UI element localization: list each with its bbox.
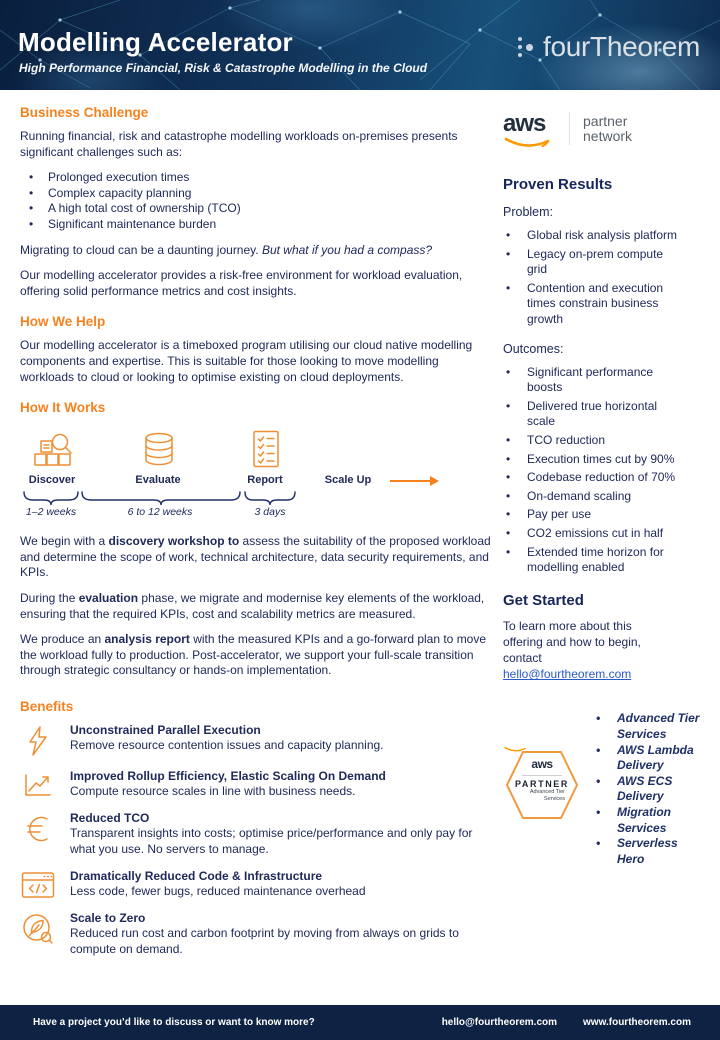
list-item: • Global risk analysis platform [503,228,683,244]
lightning-icon [20,723,56,757]
aws-partner-badge-icon [503,746,581,824]
leaf-circle-icon [20,911,56,957]
duration-report: 3 days [254,506,286,519]
database-icon [138,430,180,468]
problem-list [503,228,703,328]
brace-discover [23,490,79,507]
business-challenge-intro: Running financial, risk and catastrophe modelling workloads on-premises presents significant challenges such as: [20,129,458,159]
text-segment-bold: analysis report [104,632,190,647]
list-item: • Pay per use [503,507,683,523]
badge-credentials-list [593,711,703,867]
benefits-heading: Benefits [20,698,74,714]
text-segment-bold: evaluation [78,590,139,605]
outcomes-label: Outcomes: [503,341,564,356]
list-item: • On-demand scaling [503,489,683,505]
badge-tier-line2: Services [543,796,565,803]
get-started-body: To learn more about this offering and how to begin, contact [503,618,641,666]
benefit-item [20,869,494,899]
text-segment: phase, we migrate and modernise key elements of the workload, ensuring that the required KPIs, cost and scalability metrics are measured. [20,590,485,621]
accelerator-paragraph: Our modelling accelerator provides a risk-free environment for workload evaluation, offering solid performance metrics and cost insights. [20,268,463,298]
boxes-magnifier-icon [32,430,74,468]
page-subtitle: High Performance Financial, Risk & Catastrophe Modelling in the Cloud [19,61,428,75]
list-item: • TCO reduction [503,433,683,449]
text-segment: During the [20,590,79,605]
badge-tier-line1: Advanced Tier [529,788,565,795]
migrating-paragraph [20,243,494,259]
benefit-title: Dramatically Reduced Code & Infrastructure [70,868,323,883]
outcomes-list [503,365,703,576]
benefit-item [20,723,494,757]
badge-smile-icon [503,746,527,753]
page-header [0,0,720,90]
network-word: network [583,128,633,145]
checklist-icon [245,430,287,468]
proven-results-heading: Proven Results [503,176,613,193]
badge-aws-text: aws [531,756,553,771]
benefit-desc: Transparent insights into costs; optimise price/performance and only pay for what you use. No servers to manage. [70,826,473,856]
footer-question: Have a project you’d like to discuss or want to know more? [33,1017,315,1028]
list-item: • AWS ECS Delivery [593,774,703,805]
problem-label: Problem: [503,205,554,219]
stage-label-scale-up: Scale Up [324,474,372,487]
business-challenge-list [20,170,494,232]
partner-network-text [569,112,632,145]
benefit-item [20,911,494,957]
benefit-desc: Remove resource contention issues and capacity planning. [70,737,384,752]
how-we-help-heading: How We Help [20,314,106,330]
get-started-text [503,618,673,683]
arrow-right-icon [388,474,440,488]
get-started-heading: Get Started [503,591,584,609]
brace-report [244,490,296,507]
migrating-normal: Migrating to cloud can be a daunting journey. [20,242,262,257]
benefit-title: Improved Rollup Efficiency, Elastic Scaling On Demand [70,768,386,783]
aws-partner-badge-block [503,702,703,867]
benefit-item [20,811,494,857]
list-item: • Legacy on-prem compute grid [503,247,683,278]
aws-partner-network-logo [503,112,703,150]
list-item: • Execution times cut by 90% [503,452,683,468]
text-segment: with the measured KPIs and a go-forward plan to move the workload fully to production. Post-accelerator, we support your full-scale transition through strategic consultancy or hands-on implementation. [20,632,487,678]
list-item: • Prolonged execution times [20,170,494,186]
list-item: • Complex capacity planning [20,186,494,202]
euro-icon [20,811,56,857]
list-item: • Significant maintenance burden [20,217,494,233]
benefit-item [20,769,494,799]
benefit-desc: Less code, fewer bugs, reduced maintenance overhead [70,883,366,898]
benefit-title: Unconstrained Parallel Execution [70,722,261,737]
fourtheorem-dots-icon [518,35,533,59]
brace-evaluate [81,490,241,507]
benefit-desc: Compute resource scales in line with business needs. [70,783,356,798]
aws-smile-icon [503,137,553,150]
list-item: • Delivered true horizontal scale [503,399,683,430]
benefit-desc: Reduced run cost and carbon footprint by moving from always on grids to compute on demand. [70,926,459,956]
duration-evaluate: 6 to 12 weeks [127,506,193,519]
business-challenge-heading: Business Challenge [20,105,149,120]
stage-label-report: Report [247,474,283,487]
list-item: • Migration Services [593,805,703,836]
list-item: • CO2 emissions cut in half [503,526,683,542]
list-item: • Contention and execution times constrain business growth [503,281,683,328]
partner-word: partner [583,113,628,129]
process-diagram [20,424,494,526]
how-it-works-heading: How It Works [20,400,106,416]
page-title: Modelling Accelerator [18,27,293,57]
benefit-title: Reduced TCO [70,811,150,826]
email-link[interactable]: hello@fourtheorem.com [503,667,632,682]
list-item: • Significant performance boosts [503,365,683,396]
footer-email-link[interactable]: hello@fourtheorem.com [441,1017,558,1028]
list-item: • Advanced Tier Services [593,711,703,742]
fourtheorem-logo-text: fourTheorem [543,31,700,62]
page-footer [0,1005,720,1040]
list-item: • Codebase reduction of 70% [503,470,683,486]
evaluation-paragraph [20,591,494,622]
migrating-italic: But what if you had a compass? [261,242,433,257]
sidebar [503,90,703,867]
code-window-icon [20,869,56,899]
stage-label-evaluate: Evaluate [135,474,181,487]
list-item: • Serverless Hero [593,836,703,867]
stage-label-discover: Discover [28,474,76,487]
main-column [20,90,494,969]
growth-chart-icon [20,769,56,799]
aws-logo-icon [503,112,555,150]
list-item: • A high total cost of ownership (TCO) [20,201,494,217]
footer-website-link[interactable]: www.fourtheorem.com [583,1017,691,1028]
list-item: • Extended time horizon for modelling enabled [503,545,683,576]
analysis-paragraph [20,632,494,679]
benefit-title: Scale to Zero [70,911,146,926]
text-segment-bold: discovery workshop to [108,534,240,549]
how-we-help-paragraph: Our modelling accelerator is a timeboxed program utilising our cloud native modelling components and expertise. This is suitable for those looking to move modelling workloads to cloud or looking to optimise existing on cloud deployments. [20,338,473,384]
text-segment: We produce an [20,632,105,647]
badge-partner-text: PARTNER [514,778,570,789]
duration-discover: 1–2 weeks [25,506,77,519]
list-item: • AWS Lambda Delivery [593,743,703,774]
discovery-paragraph [20,534,494,581]
text-segment: We begin with a [20,534,109,549]
text-segment: assess the suitability of the proposed workload and determine the scope of work, technical architecture, data security requirements, and KPIs. [20,534,491,580]
fourtheorem-logo [518,31,700,63]
aws-logo-text: aws [503,110,546,137]
